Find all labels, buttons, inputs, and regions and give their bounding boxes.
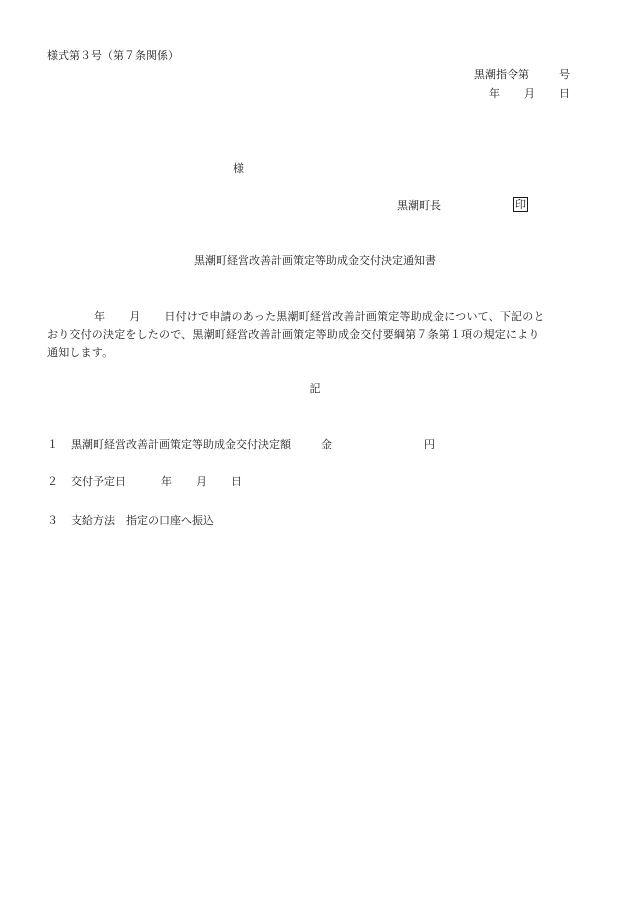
item-number: ３ <box>47 514 58 527</box>
document-date-line <box>489 88 570 99</box>
body-line-1-text: 日付けで申請のあった黒潮町経営改善計画策定等助成金について、下記のと <box>164 310 545 323</box>
list-item-scheduled-date <box>47 476 242 487</box>
item-label: 支給方法 <box>71 514 115 527</box>
body-line-2: おり交付の決定をしたので、黒潮町経営改善計画策定等助成金交付要綱第７条第１項の規定により <box>47 328 540 341</box>
issuer-line <box>397 198 528 213</box>
list-item-payment-method <box>47 515 214 526</box>
body-year: 年 <box>94 310 106 323</box>
item-number: ２ <box>47 475 58 488</box>
body-month: 月 <box>129 310 141 323</box>
document-date-year: 年 <box>489 87 500 100</box>
body-line-3: 通知します。 <box>47 346 114 359</box>
document-date-day: 日 <box>559 87 570 100</box>
item-label: 交付予定日 <box>71 475 126 488</box>
scheduled-year: 年 <box>161 475 172 488</box>
list-item-amount <box>47 439 435 450</box>
form-number: 様式第３号（第７条関係） <box>47 49 179 62</box>
document-title: 黒潮町経営改善計画策定等助成金交付決定通知書 <box>194 254 436 267</box>
amount-suffix: 円 <box>424 438 435 451</box>
document-date-month: 月 <box>524 87 535 100</box>
seal-box: 印 <box>515 198 526 211</box>
issuer-name: 黒潮町長 <box>397 199 441 212</box>
document-number-suffix: 号 <box>559 68 570 81</box>
addressee-honorific: 様 <box>233 162 244 175</box>
item-number: １ <box>47 438 58 451</box>
body-line-1 <box>47 308 587 326</box>
amount-prefix: 金 <box>321 438 332 451</box>
ki-heading: 記 <box>309 382 321 395</box>
document-number-line <box>474 69 570 80</box>
item-label: 黒潮町経営改善計画策定等助成金交付決定額 <box>71 438 291 451</box>
payment-method-value: 指定の口座へ振込 <box>126 514 214 527</box>
document-number-prefix: 黒潮指令第 <box>474 68 529 81</box>
body-paragraph <box>47 308 587 362</box>
scheduled-month: 月 <box>196 475 207 488</box>
scheduled-day: 日 <box>231 475 242 488</box>
